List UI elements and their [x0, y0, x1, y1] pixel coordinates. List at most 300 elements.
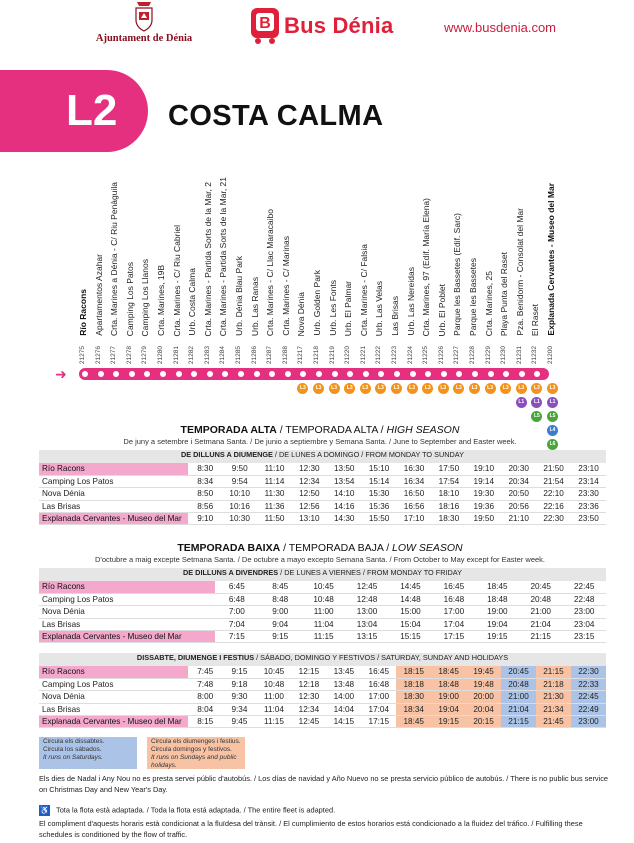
stop-item: [359, 168, 373, 364]
time-cell: 18:48: [476, 593, 519, 605]
stop-cell: Nova Dénia: [39, 606, 215, 618]
time-cell: 9:34: [222, 703, 256, 715]
time-cell: 21:15: [536, 666, 571, 678]
stop-dot: [456, 371, 462, 377]
time-cell: 8:04: [188, 703, 222, 715]
stop-cell: Explanada Cervantes - Museo del Mar: [39, 631, 215, 643]
low-season-title: [40, 542, 600, 564]
time-cell: 20:45: [501, 666, 536, 678]
table-row: [39, 581, 606, 593]
low-weekend-head-rest: / SÁBADO, DOMINGO Y FESTIVOS / SATURDAY, SUNDAY AND HOLIDAYS: [254, 653, 509, 662]
time-cell: 18:45: [431, 666, 466, 678]
time-cell: 11:10: [257, 463, 292, 475]
stop-item: [546, 168, 560, 364]
time-cell: 21:45: [536, 716, 571, 728]
stop-item: [172, 168, 186, 364]
stop-item: [343, 168, 357, 364]
time-cell: 19:30: [466, 488, 501, 500]
connection-badge: L3: [516, 383, 527, 394]
stop-item: [406, 168, 420, 364]
stop-code: 21284: [219, 345, 227, 364]
time-cell: 15:36: [362, 500, 397, 512]
low-weekday-head-rest: / DE LUNES A VIERNES / FROM MONDAY TO FRIDAY: [278, 568, 462, 577]
time-cell: 14:48: [389, 593, 432, 605]
connection-badge: L3: [375, 383, 386, 394]
table-row: [39, 631, 606, 643]
stop-name: Urb. Las Ranas: [249, 276, 260, 336]
connection-badge: L3: [469, 383, 480, 394]
legend-sun-en: It runs on Sundays and public holidays.: [151, 754, 237, 769]
time-cell: 11:15: [302, 631, 345, 643]
line-code: L2: [66, 86, 118, 135]
time-cell: 16:45: [432, 581, 475, 593]
time-cell: 13:50: [327, 463, 362, 475]
time-cell: 9:54: [222, 475, 257, 487]
time-cell: 15:15: [389, 631, 432, 643]
connection-badge: L3: [407, 383, 418, 394]
connection-badge: L3: [500, 383, 511, 394]
time-cell: 16:30: [397, 463, 432, 475]
time-cell: 14:10: [327, 488, 362, 500]
time-cell: 23:04: [562, 618, 606, 630]
low-weekday-table: [39, 568, 606, 643]
time-cell: 18:34: [396, 703, 431, 715]
table-row: [39, 475, 606, 487]
stop-item: [437, 168, 451, 364]
route-track: [79, 368, 549, 380]
stop-cell: Nova Dénia: [39, 691, 188, 703]
time-cell: 17:54: [431, 475, 466, 487]
connection-badge: L4: [547, 425, 558, 436]
stop-cell: Explanada Cervantes - Museo del Mar: [39, 513, 188, 525]
time-cell: 16:56: [397, 500, 432, 512]
time-cell: 13:10: [292, 513, 327, 525]
stop-code: 21231: [515, 345, 523, 364]
stop-dot: [441, 371, 447, 377]
stop-code: 21200: [547, 345, 554, 364]
stop-dot: [300, 371, 306, 377]
stop-name: Urb. El Palmar: [343, 280, 354, 336]
time-cell: 8:34: [188, 475, 222, 487]
time-cell: 12:34: [292, 475, 327, 487]
high-season-title: [40, 424, 600, 446]
stop-item: [484, 168, 498, 364]
stop-item: [203, 168, 217, 364]
stop-dot: [519, 371, 525, 377]
stop-cell: Río Racons: [39, 666, 188, 678]
legend-sun-es: Circula domingos y festivos.: [151, 746, 232, 753]
connection-badge: L3: [313, 383, 324, 394]
stop-cell: Camping Los Patos: [39, 593, 215, 605]
time-cell: 22:10: [536, 488, 571, 500]
stop-item: [234, 168, 248, 364]
stop-code: 21222: [375, 345, 383, 364]
traffic-note: El compliment d'aquests horaris està condicionat a la fluïdesa del trànsit. / El cumplimiento de estos horarios está condicionado a la fluidez del tráfico. / Fulfilling these schedules is conditioned by the flow of traffic.: [39, 819, 583, 839]
stop-dot: [347, 371, 353, 377]
stop-item: [265, 168, 279, 364]
time-cell: 20:00: [466, 691, 501, 703]
stop-cell: Camping Los Patos: [39, 475, 188, 487]
time-cell: 16:45: [361, 666, 396, 678]
stop-cell: Río Racons: [39, 581, 215, 593]
time-cell: 12:30: [292, 463, 327, 475]
time-cell: 14:30: [327, 513, 362, 525]
time-cell: 7:45: [188, 666, 222, 678]
time-cell: 10:30: [222, 513, 257, 525]
stop-name: Crta. Marines - C/ Llac Maracaibo: [265, 208, 276, 336]
stop-name: Crta. Marines - C/ Marinas: [280, 236, 291, 336]
time-cell: 21:04: [501, 703, 536, 715]
time-cell: 19:14: [466, 475, 501, 487]
time-cell: 22:49: [571, 703, 606, 715]
stop-code: 21219: [328, 345, 336, 364]
time-cell: 23:30: [571, 488, 606, 500]
time-cell: 12:15: [291, 666, 326, 678]
stop-name: Crta. Marines, 97 (Edif. María Elena): [421, 197, 432, 336]
stop-name: Camping Los Patos: [124, 261, 135, 336]
stop-cell: Camping Los Patos: [39, 678, 188, 690]
time-cell: 18:18: [396, 678, 431, 690]
stop-item: [218, 168, 232, 364]
time-cell: 20:30: [501, 463, 536, 475]
bus-denia-logo: [250, 6, 393, 46]
time-cell: 13:00: [345, 606, 388, 618]
stop-cell: Las Brisas: [39, 500, 188, 512]
stop-name: Río Racons: [78, 289, 88, 336]
stop-name: Las Brisas: [390, 296, 400, 336]
time-cell: 23:00: [562, 606, 606, 618]
legend-sat-ca: Circula els dissabtes.: [43, 738, 105, 745]
high-head-ca: DE DILLUNS A DIUMENGE: [181, 450, 273, 459]
time-cell: 15:04: [389, 618, 432, 630]
stop-code: 21279: [141, 345, 149, 364]
time-cell: 9:15: [259, 631, 302, 643]
stop-dot: [550, 371, 556, 377]
time-cell: 15:50: [362, 513, 397, 525]
stop-name: Crta. Marines, 19B: [156, 265, 166, 336]
stop-item: [296, 168, 310, 364]
high-timetable: [39, 463, 606, 525]
legend-sunday: [147, 737, 245, 769]
bus-icon: [250, 7, 280, 45]
ajuntament-logo: [84, 0, 204, 44]
time-cell: 15:10: [362, 463, 397, 475]
time-cell: 14:00: [326, 691, 361, 703]
low-weekend-timetable: [39, 666, 606, 728]
website-link[interactable]: www.busdenia.com: [444, 20, 556, 35]
stop-code: 21221: [359, 345, 367, 364]
stop-dot: [269, 371, 275, 377]
low-weekday-head-ca: DE DILLUNS A DIVENDRES: [183, 568, 279, 577]
legend: [39, 737, 259, 769]
time-cell: 20:48: [501, 678, 536, 690]
low-weekend-header: [39, 653, 606, 666]
stop-name: El Raset: [530, 303, 541, 336]
stop-dot: [176, 371, 182, 377]
stop-item: [515, 168, 529, 364]
time-cell: 12:18: [291, 678, 326, 690]
time-cell: 18:10: [431, 488, 466, 500]
stop-dot: [503, 371, 509, 377]
high-title-en: HIGH SEASON: [386, 424, 460, 436]
stop-dot: [425, 371, 431, 377]
time-cell: 21:18: [536, 678, 571, 690]
time-cell: 16:48: [361, 678, 396, 690]
connection-badge: L1: [547, 397, 558, 408]
time-cell: 18:16: [431, 500, 466, 512]
stop-code: 21229: [484, 345, 492, 364]
stop-dot: [144, 371, 150, 377]
time-cell: 17:00: [361, 691, 396, 703]
stop-name: Urb. Les Fonts: [327, 280, 338, 336]
stop-item: [156, 168, 170, 364]
time-cell: 17:04: [361, 703, 396, 715]
time-cell: 11:00: [302, 606, 345, 618]
time-cell: 10:10: [222, 488, 257, 500]
high-table-header: [39, 450, 606, 463]
stop-dot: [378, 371, 384, 377]
time-cell: 17:50: [431, 463, 466, 475]
stop-dot: [222, 371, 228, 377]
low-weekend-table: [39, 653, 606, 728]
stop-code: 21286: [250, 345, 258, 364]
time-cell: 20:50: [501, 488, 536, 500]
stop-dot: [207, 371, 213, 377]
time-cell: 11:04: [257, 703, 292, 715]
table-row: [39, 513, 606, 525]
time-cell: 17:15: [361, 716, 396, 728]
stop-code: 21278: [125, 345, 133, 364]
time-cell: 20:04: [466, 703, 501, 715]
stop-name: Camping Los Llanos: [140, 258, 151, 336]
stop-dot: [410, 371, 416, 377]
connection-badge: L3: [485, 383, 496, 394]
time-cell: 11:30: [257, 488, 292, 500]
holiday-note: Els dies de Nadal i Any Nou no es presta servei públic d'autobús. / Los días de navidad y Año Nuevo no se presta servicio público de autobús. / There is no public bus service on Christmas Day and New Year's Day.: [39, 774, 609, 794]
connection-badge: L3: [547, 383, 558, 394]
stop-code: 21275: [79, 345, 86, 364]
time-cell: 21:34: [536, 703, 571, 715]
time-cell: 10:16: [222, 500, 257, 512]
low-weekday-header: [39, 568, 606, 581]
stop-code: 21281: [172, 345, 180, 364]
time-cell: 22:16: [536, 500, 571, 512]
connection-badge: L3: [329, 383, 340, 394]
table-row: [39, 666, 606, 678]
time-cell: 10:48: [257, 678, 292, 690]
time-cell: 13:48: [326, 678, 361, 690]
time-cell: 23:15: [562, 631, 606, 643]
stop-dot: [160, 371, 166, 377]
time-cell: 6:45: [215, 581, 258, 593]
time-cell: 20:15: [466, 716, 501, 728]
time-cell: 17:00: [432, 606, 475, 618]
time-cell: 23:14: [571, 475, 606, 487]
time-cell: 11:14: [257, 475, 292, 487]
time-cell: 9:50: [222, 463, 257, 475]
stop-code: 21230: [500, 345, 508, 364]
time-cell: 18:48: [431, 678, 466, 690]
time-cell: 7:15: [215, 631, 258, 643]
time-cell: 10:45: [257, 666, 292, 678]
time-cell: 8:00: [188, 691, 222, 703]
stop-dot: [82, 371, 88, 377]
stop-name: Crta. Marines a Dénia - C/ Riu Penàguila: [109, 181, 120, 336]
stop-item: [281, 168, 295, 364]
table-row: [39, 678, 606, 690]
time-cell: 12:50: [292, 488, 327, 500]
time-cell: 19:48: [466, 678, 501, 690]
stop-item: [530, 168, 544, 364]
stop-code: 21287: [266, 345, 274, 364]
time-cell: 12:30: [291, 691, 326, 703]
time-cell: 11:50: [257, 513, 292, 525]
time-cell: 7:48: [188, 678, 222, 690]
time-cell: 21:15: [501, 716, 536, 728]
time-cell: 8:56: [188, 500, 222, 512]
stop-cell: Río Racons: [39, 463, 188, 475]
stop-dot: [394, 371, 400, 377]
line-badge: [0, 70, 148, 152]
connection-badge: L3: [344, 383, 355, 394]
table-row: [39, 500, 606, 512]
time-cell: 16:48: [432, 593, 475, 605]
stop-item: [328, 168, 342, 364]
time-cell: 19:50: [466, 513, 501, 525]
wheelchair-icon: ♿: [39, 806, 50, 815]
time-cell: 19:04: [431, 703, 466, 715]
time-cell: 19:10: [466, 463, 501, 475]
stop-name: Nova Dénia: [296, 291, 307, 336]
stop-code: 21288: [281, 345, 289, 364]
time-cell: 13:04: [345, 618, 388, 630]
stop-cell: Explanada Cervantes - Museo del Mar: [39, 716, 188, 728]
table-row: [39, 463, 606, 475]
legend-sun-ca: Circula els diumenges i festius.: [151, 738, 241, 745]
time-cell: 16:50: [397, 488, 432, 500]
stop-item: [187, 168, 201, 364]
high-season-table: [39, 450, 606, 525]
time-cell: 22:45: [562, 581, 606, 593]
stop-name: Crta. Marines - Partida Sorts de la Mar, 21: [218, 176, 229, 336]
stop-code: 21218: [313, 345, 320, 364]
time-cell: 11:15: [257, 716, 292, 728]
time-cell: 21:04: [519, 618, 562, 630]
stop-item: [468, 168, 482, 364]
time-cell: 12:56: [292, 500, 327, 512]
route-name: COSTA CALMA: [168, 100, 384, 132]
stop-dot: [98, 371, 104, 377]
stop-item: [421, 168, 435, 364]
stop-cell: Nova Dénia: [39, 488, 188, 500]
time-cell: 9:45: [222, 716, 256, 728]
time-cell: 19:00: [431, 691, 466, 703]
time-cell: 18:45: [396, 716, 431, 728]
stop-name: Crta. Marines - C/ Falsia: [358, 243, 369, 336]
table-row: [39, 703, 606, 715]
high-title-es: / TEMPORADA ALTA /: [276, 424, 387, 436]
table-row: [39, 716, 606, 728]
high-season-subtitle: De juny a setembre i Setmana Santa. / De junio a septiembre y Semana Santa. / June to September and Easter week.: [123, 437, 517, 446]
time-cell: 23:36: [571, 500, 606, 512]
time-cell: 20:45: [519, 581, 562, 593]
time-cell: 19:15: [431, 716, 466, 728]
stop-code: 21232: [531, 345, 539, 364]
high-head-rest: / DE LUNES A DOMINGO / FROM MONDAY TO SUNDAY: [272, 450, 464, 459]
connection-badge: L3: [438, 383, 449, 394]
time-cell: 14:15: [326, 716, 361, 728]
stop-name: Urb. Las Velas: [374, 280, 385, 336]
stop-dot: [363, 371, 369, 377]
stop-dot: [113, 371, 119, 377]
stop-dot: [316, 371, 322, 377]
time-cell: 11:36: [257, 500, 292, 512]
stop-dot: [238, 371, 244, 377]
time-cell: 16:34: [397, 475, 432, 487]
time-cell: 22:45: [571, 691, 606, 703]
stop-dot: [488, 371, 494, 377]
time-cell: 9:10: [188, 513, 222, 525]
low-season-subtitle: D'octubre a maig excepte Setmana Santa. / De octubre a mayo excepto Semana Santa. / From October to May except for Easter week.: [95, 555, 545, 564]
stop-dot: [332, 371, 338, 377]
time-cell: 7:04: [215, 618, 258, 630]
connection-badge: L3: [531, 383, 542, 394]
stop-code: 21227: [453, 345, 461, 364]
time-cell: 20:48: [519, 593, 562, 605]
stop-name: Urb. El Poblet: [436, 283, 447, 336]
connection-badge: L3: [391, 383, 402, 394]
brand-name: Bus Dénia: [284, 13, 394, 38]
connection-badge: L1: [516, 397, 527, 408]
time-cell: 22:33: [571, 678, 606, 690]
high-title-ca: TEMPORADA ALTA: [180, 424, 277, 436]
stop-name: Crta. Marines - Partida Sorts de la Mar, 2: [202, 181, 213, 336]
time-cell: 21:00: [501, 691, 536, 703]
connection-badge: L3: [297, 383, 308, 394]
connection-badge: L5: [531, 411, 542, 422]
stop-name: Explanada Cervantes - Museo del Mar: [546, 183, 556, 336]
time-cell: 13:45: [326, 666, 361, 678]
time-cell: 21:30: [536, 691, 571, 703]
time-cell: 15:30: [362, 488, 397, 500]
stop-dot: [472, 371, 478, 377]
connection-badge: L5: [547, 411, 558, 422]
stop-code: 21282: [188, 345, 196, 364]
stop-item: [109, 168, 123, 364]
table-row: [39, 488, 606, 500]
fleet-note-text: Tota la flota està adaptada. / Toda la flota está adaptada. / The entire fleet is adapted.: [56, 805, 336, 815]
table-row: [39, 618, 606, 630]
time-cell: 15:14: [362, 475, 397, 487]
time-cell: 14:45: [389, 581, 432, 593]
time-cell: 22:30: [536, 513, 571, 525]
connection-badge: L3: [453, 383, 464, 394]
stop-cell: Las Brisas: [39, 618, 215, 630]
time-cell: 8:30: [188, 463, 222, 475]
stop-code: 21283: [203, 345, 211, 364]
time-cell: 12:34: [291, 703, 326, 715]
stop-item: [94, 168, 108, 364]
stop-item: [250, 168, 264, 364]
stop-code: 21285: [235, 345, 242, 364]
time-cell: 6:48: [215, 593, 258, 605]
stop-dot: [191, 371, 197, 377]
connection-badge: L1: [531, 397, 542, 408]
time-cell: 19:45: [466, 666, 501, 678]
time-cell: 17:04: [432, 618, 475, 630]
low-title-en: LOW SEASON: [392, 542, 463, 554]
stop-item: [499, 168, 513, 364]
